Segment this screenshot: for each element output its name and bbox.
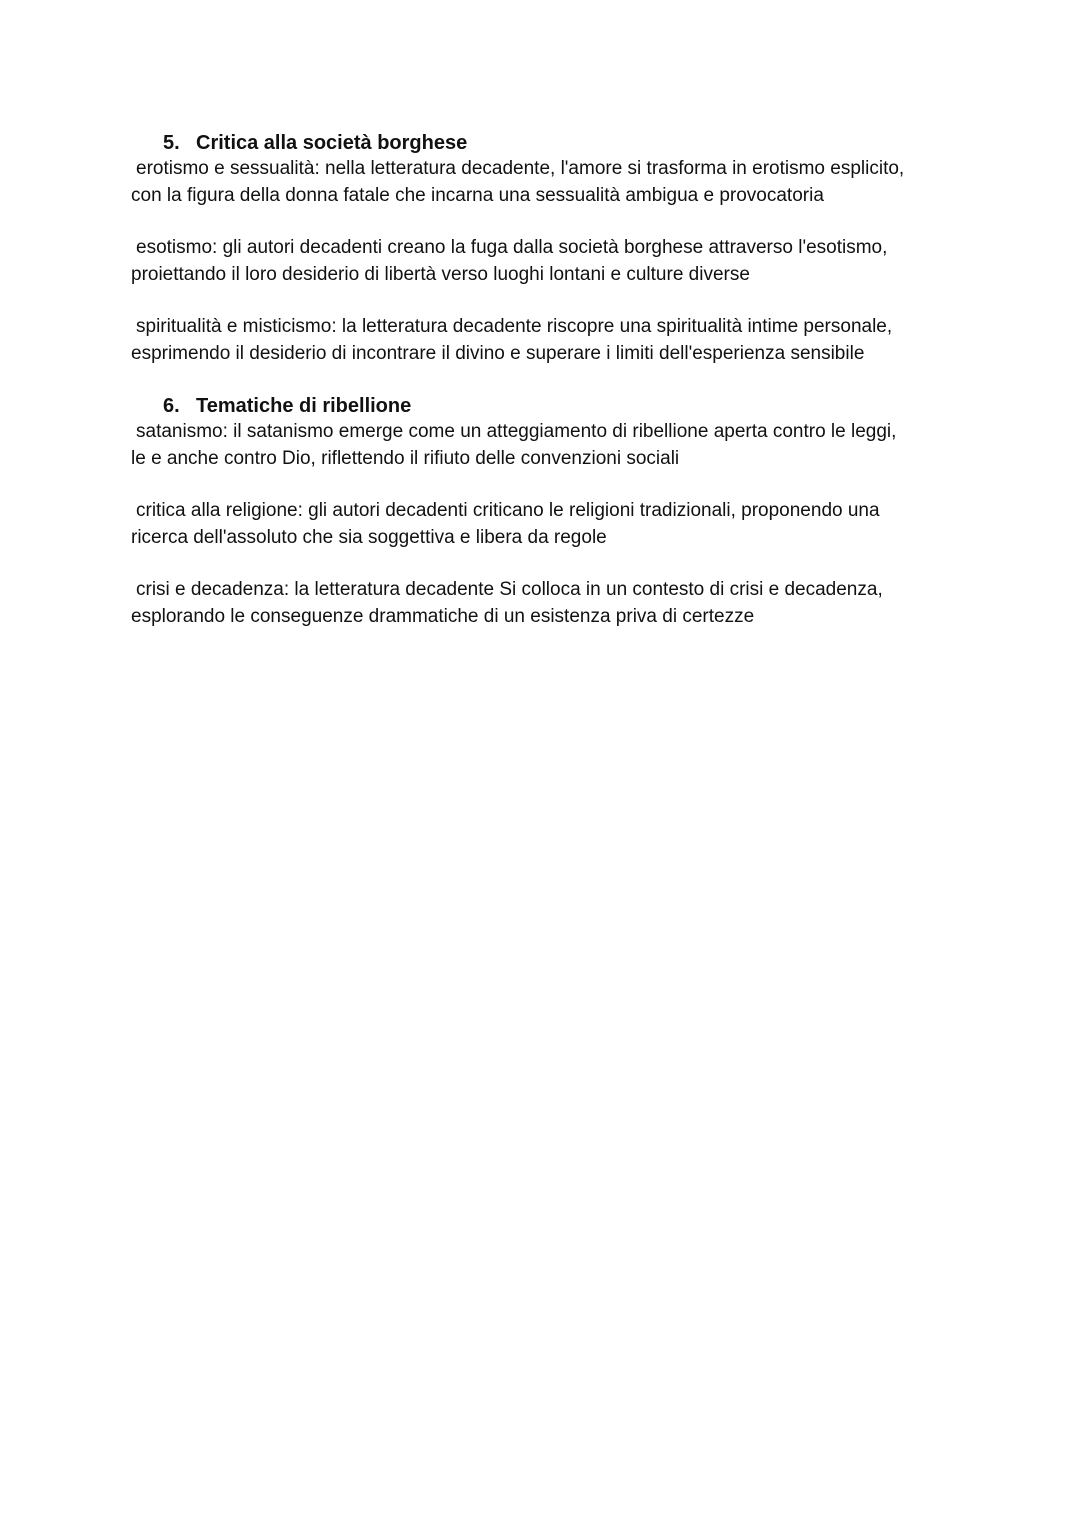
section-number: 5. [163, 132, 180, 154]
paragraph-line: ricerca dell'assoluto che sia soggettiva e libera da regole [131, 526, 607, 548]
paragraph [131, 498, 961, 551]
section-6-paragraph-2 [131, 498, 961, 551]
section-heading [131, 393, 961, 419]
section-heading [131, 130, 961, 156]
section-6 [131, 393, 961, 472]
paragraph-line: critica alla religione: gli autori decadenti criticano le religioni tradizionali, proponendo una [136, 500, 880, 521]
paragraph-line: con la figura della donna fatale che incarna una sessualità ambigua e provocatoria [131, 184, 824, 206]
paragraph [131, 314, 961, 367]
paragraph [131, 235, 961, 288]
section-5 [131, 130, 961, 209]
paragraph-line: esotismo: gli autori decadenti creano la fuga dalla società borghese attraverso l'esotismo, [136, 237, 888, 258]
paragraph-line: proiettando il loro desiderio di libertà verso luoghi lontani e culture diverse [131, 263, 750, 285]
paragraph-line: crisi e decadenza: la letteratura decadente Si colloca in un contesto di crisi e decadenza, [136, 579, 883, 600]
section-title: Tematiche di ribellione [196, 395, 412, 417]
paragraph-line: esplorando le conseguenze drammatiche di un esistenza priva di certezze [131, 605, 755, 627]
section-5-paragraph-2 [131, 235, 961, 288]
paragraph-line: erotismo e sessualità: nella letteratura decadente, l'amore si trasforma in erotismo esplicito, [136, 158, 905, 179]
paragraph [131, 156, 961, 209]
paragraph [131, 419, 961, 472]
paragraph-line: esprimendo il desiderio di incontrare il divino e superare i limiti dell'esperienza sensibile [131, 342, 865, 364]
paragraph-line: le e anche contro Dio, riflettendo il rifiuto delle convenzioni sociali [131, 447, 680, 469]
section-title: Critica alla società borghese [196, 132, 468, 154]
section-number: 6. [163, 395, 180, 417]
section-5-paragraph-3 [131, 314, 961, 367]
section-6-paragraph-3 [131, 577, 961, 630]
paragraph-line: spiritualità e misticismo: la letteratura decadente riscopre una spiritualità intime personale, [136, 316, 893, 337]
paragraph [131, 577, 961, 630]
paragraph-line: satanismo: il satanismo emerge come un atteggiamento di ribellione aperta contro le leggi, [136, 421, 897, 442]
